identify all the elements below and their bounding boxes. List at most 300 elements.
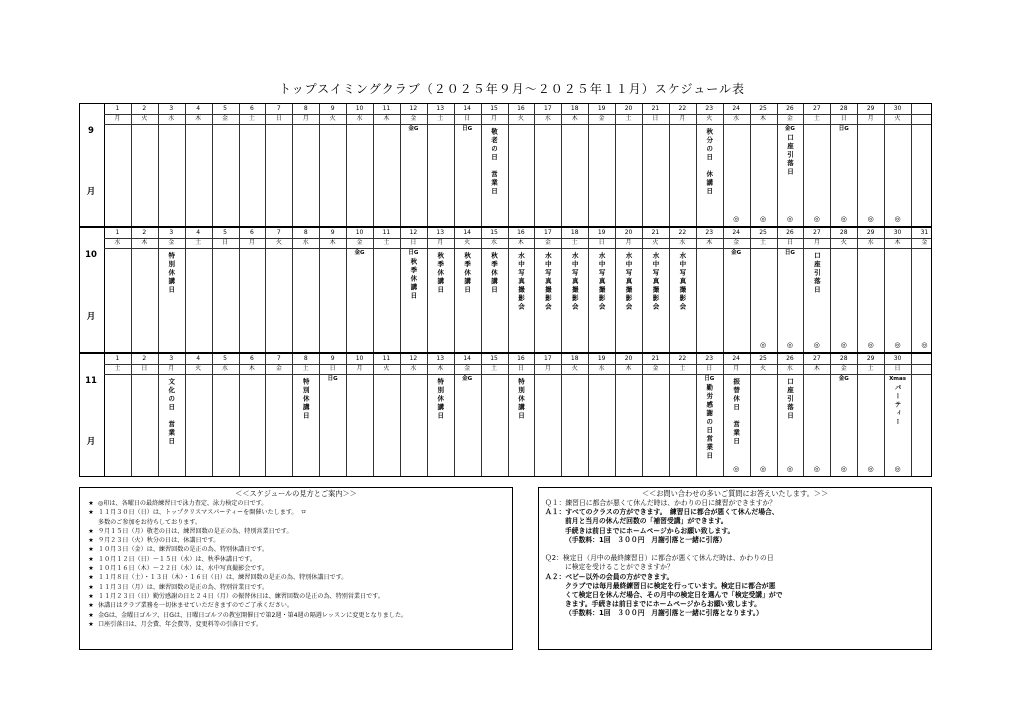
day-of-week: 木 — [813, 365, 820, 372]
event-label: 文化の日 営業日 — [167, 378, 176, 446]
day-number: 5 — [223, 355, 227, 362]
assessment-mark: ◎ — [813, 465, 820, 473]
month-suffix: 月 — [86, 311, 96, 322]
day-number: 9 — [330, 355, 335, 362]
day-of-week: 火 — [464, 239, 471, 246]
day-of-week: 金 — [652, 365, 659, 372]
guide-text: １１月２３日（日）勤労感謝の日と２４日（月）の振替休日は、練習回数の是正の為、特別営業日です。 — [98, 592, 384, 600]
column-rule — [911, 104, 912, 226]
header-rule — [104, 248, 931, 249]
day-of-week: 月 — [114, 115, 121, 122]
day-of-week: 火 — [517, 115, 524, 122]
day-number: 19 — [597, 355, 606, 362]
month-label — [80, 354, 105, 476]
day-of-week: 水 — [222, 365, 229, 372]
event-label: 口座引落日 — [812, 252, 821, 295]
day-of-week: 月 — [248, 239, 255, 246]
event-label: 秋季休講日 — [490, 252, 499, 295]
assessment-mark: ◎ — [867, 215, 874, 223]
day-number: 16 — [517, 355, 525, 362]
month-september — [79, 103, 932, 227]
assessment-mark: ◎ — [840, 215, 847, 223]
day-of-week: 木 — [248, 365, 255, 372]
event-label: 勤労感謝の日営業日 — [705, 384, 714, 461]
event-label: 特別休講日 — [167, 252, 176, 295]
event-tag: 日G — [462, 126, 473, 132]
day-number: 16 — [517, 229, 525, 236]
day-number: 21 — [651, 229, 660, 236]
event-label: 水中写真撮影会 — [624, 252, 633, 312]
day-of-week: 日 — [517, 365, 524, 372]
day-number: 22 — [678, 355, 687, 362]
day-of-week: 日 — [706, 365, 713, 372]
star-bullet: ★ — [88, 500, 94, 507]
day-of-week: 水 — [786, 365, 793, 372]
day-of-week: 火 — [141, 115, 148, 122]
day-of-week: 月 — [544, 365, 551, 372]
event-tag: 金G — [408, 126, 419, 132]
day-number: 17 — [544, 229, 552, 236]
day-number: 9 — [330, 229, 335, 236]
faq-line: に検定を受けることができますか？ — [565, 563, 674, 572]
event-tag: 金G — [838, 376, 849, 382]
day-number: 24 — [732, 355, 740, 362]
faq-line: きます。手続きは前日までにホームページからお願い致します。 — [565, 600, 761, 609]
day-number: 26 — [786, 229, 794, 236]
day-number: 20 — [624, 355, 633, 362]
day-number: 3 — [169, 229, 174, 236]
guide-item — [84, 555, 508, 564]
day-of-week: 火 — [840, 239, 847, 246]
guide-item — [84, 499, 508, 508]
guide-item — [84, 545, 508, 554]
assessment-mark: ◎ — [867, 341, 874, 349]
faq-box — [538, 487, 932, 650]
day-number: 30 — [893, 105, 902, 112]
day-number: 13 — [436, 105, 445, 112]
assessment-mark: ◎ — [786, 465, 793, 473]
star-bullet: ★ — [88, 537, 94, 545]
day-of-week: 土 — [760, 239, 767, 246]
event-label: 水中写真撮影会 — [570, 252, 579, 312]
guide-text: １１月３０日（日）は、トップクリスマスパーティーを開催いたします。 ロ — [98, 509, 307, 517]
star-bullet: ★ — [88, 583, 94, 591]
event-tag: 日G — [784, 250, 795, 256]
event-tag: 金G — [354, 250, 365, 256]
day-number: 4 — [196, 105, 201, 112]
month-suffix: 月 — [86, 186, 96, 197]
assessment-mark: ◎ — [867, 465, 874, 473]
day-number: 8 — [303, 105, 308, 112]
assessment-mark: ◎ — [759, 215, 767, 223]
event-tag: 日G — [408, 250, 419, 256]
header-rule — [104, 374, 931, 375]
assessment-mark: ◎ — [733, 465, 740, 473]
day-number: 22 — [678, 229, 687, 236]
month-number: 11 — [85, 376, 97, 386]
event-label: 水中写真撮影会 — [543, 252, 552, 312]
day-number: 17 — [544, 355, 552, 362]
day-number: 25 — [759, 229, 767, 236]
guide-text: 休講日はクラブ業務を一切休ませていただきますのでご了承ください。 — [98, 602, 293, 610]
month-suffix: 月 — [86, 436, 96, 447]
day-of-week: 土 — [625, 115, 632, 122]
event-label: 特別休講日 — [516, 378, 525, 421]
event-label: 秋季休講日 — [409, 258, 418, 301]
guide-item — [84, 536, 508, 545]
day-number: 19 — [597, 105, 606, 112]
day-of-week: 日 — [222, 239, 229, 246]
day-of-week: 木 — [141, 239, 148, 246]
guide-text: １０月１６日（木）～２２日（水）は、水中写真撮影会です。 — [98, 565, 269, 573]
assessment-mark: ◎ — [786, 341, 793, 349]
day-number: 11 — [382, 105, 391, 112]
day-of-week: 土 — [195, 239, 202, 246]
day-of-week: 月 — [679, 115, 686, 122]
guide-text: １１月３日（月）は、練習回数の是正の為、特別営業日です。 — [98, 583, 269, 591]
faq-line: Ａ２：ベビー以外の会員の方ができます。 — [545, 572, 674, 581]
day-of-week: 土 — [491, 365, 498, 372]
assessment-mark: ◎ — [921, 341, 928, 349]
assessment-mark: ◎ — [840, 341, 847, 349]
day-number: 25 — [759, 105, 767, 112]
guide-item — [84, 527, 508, 536]
day-number: 28 — [839, 105, 848, 112]
day-of-week: 金 — [786, 115, 793, 122]
event-label: 特別休講日 — [301, 378, 310, 421]
event-label: 敬老の日 営業日 — [490, 128, 499, 196]
star-bullet: ★ — [88, 509, 94, 517]
page-title: トップスイミングクラブ（２０２５年９月～２０２５年１１月）スケジュール表 — [279, 82, 745, 96]
day-number: 17 — [544, 105, 552, 112]
guide-item — [84, 508, 508, 517]
guide-item — [84, 564, 508, 573]
event-tag: 金G — [784, 126, 795, 132]
guide-text: 金Gは、金曜日ゴルフ、日Gは、日曜日ゴルフの教室開催日で第2週・第4週の隔週レッスンに変更となりました。 — [98, 611, 408, 619]
day-of-week: 土 — [571, 239, 578, 246]
day-number: 22 — [678, 105, 687, 112]
day-of-week: 水 — [544, 115, 551, 122]
day-number: 4 — [196, 355, 201, 362]
day-of-week: 金 — [275, 365, 282, 372]
guide-text: ◎印は、各曜日の最終練習日で泳力査定、泳力検定の日です。 — [98, 500, 268, 507]
month-label — [80, 228, 105, 352]
day-of-week: 水 — [733, 115, 740, 122]
day-of-week: 月 — [437, 239, 444, 246]
guide-text: ９月２３日（火）秋分の日は、休講日です。 — [98, 537, 220, 545]
day-of-week: 日 — [894, 365, 901, 372]
day-of-week: 日 — [141, 365, 148, 372]
day-of-week: 木 — [894, 239, 901, 246]
assessment-mark: ◎ — [813, 341, 820, 349]
day-of-week: 水 — [598, 365, 605, 372]
assessment-mark: ◎ — [786, 215, 793, 223]
day-number: 26 — [786, 105, 794, 112]
day-number: 1 — [115, 229, 120, 236]
day-of-week: 日 — [652, 115, 659, 122]
day-of-week: 日 — [329, 365, 336, 372]
day-of-week: 金 — [598, 115, 605, 122]
event-label: 水中写真撮影会 — [597, 252, 606, 312]
day-of-week: 火 — [195, 365, 202, 372]
day-of-week: 月 — [356, 365, 363, 372]
day-of-week: 木 — [383, 115, 390, 122]
day-of-week: 木 — [706, 239, 713, 246]
guide-item — [84, 592, 508, 601]
day-number: 23 — [705, 229, 714, 236]
star-bullet: ★ — [88, 546, 94, 554]
day-number: 20 — [624, 229, 633, 236]
faq-line: Ｑ2：検定日（月中の最終練習日）に都合が悪くて休んだ時は、かわりの日 — [545, 554, 774, 563]
day-of-week: 土 — [383, 239, 390, 246]
day-of-week: 日 — [840, 115, 847, 122]
day-of-week: 土 — [437, 115, 444, 122]
day-number: 29 — [866, 355, 875, 362]
day-number: 2 — [142, 355, 147, 362]
guide-text: 多数のご参加をお待ちしております。 — [98, 518, 202, 526]
day-number: 18 — [570, 229, 579, 236]
day-of-week: 火 — [383, 365, 390, 372]
guide-item — [84, 620, 508, 629]
event-label: 振替休日 営業日 — [732, 378, 741, 446]
month-number: 9 — [88, 126, 94, 136]
day-of-week: 水 — [114, 239, 121, 246]
day-of-week: 土 — [679, 365, 686, 372]
day-number: 30 — [893, 355, 902, 362]
day-of-week: 金 — [356, 239, 363, 246]
faq-line: Ａ１：すべてのクラスの方ができます。 練習日に都合が悪くて休んだ場合、 — [545, 508, 779, 517]
day-of-week: 木 — [195, 115, 202, 122]
faq-line: くて検定日を休んだ場合、その月中の検定日を選んで「検定受講」がで — [565, 591, 783, 600]
day-number: 27 — [813, 105, 821, 112]
star-bullet: ★ — [88, 574, 94, 582]
event-label: 水中写真撮影会 — [651, 252, 660, 312]
day-number: 6 — [250, 229, 254, 236]
guide-item — [84, 583, 508, 592]
day-number: 10 — [355, 355, 364, 362]
event-label: 特別休講日 — [436, 378, 445, 421]
day-number: 18 — [570, 105, 579, 112]
day-number: 21 — [651, 105, 660, 112]
event-tag: 日G — [838, 126, 849, 132]
day-of-week: 月 — [491, 115, 498, 122]
guide-text: 口座引落日は、月会費、年会費等、変更料等の引落日です。 — [98, 620, 263, 628]
day-of-week: 金 — [733, 239, 740, 246]
day-number: 11 — [382, 355, 391, 362]
day-of-week: 水 — [168, 115, 175, 122]
day-of-week: 土 — [813, 115, 820, 122]
day-of-week: 木 — [760, 115, 767, 122]
day-of-week: 水 — [491, 239, 498, 246]
day-number: 2 — [142, 105, 147, 112]
day-of-week: 土 — [302, 365, 309, 372]
day-of-week: 月 — [813, 239, 820, 246]
month-number: 10 — [85, 250, 97, 260]
event-tag: 日G — [327, 376, 338, 382]
star-bullet: ★ — [88, 602, 94, 610]
day-of-week: 土 — [248, 115, 255, 122]
star-bullet: ★ — [88, 555, 94, 563]
day-number: 14 — [463, 105, 471, 112]
day-number: 23 — [705, 355, 714, 362]
star-bullet: ★ — [88, 620, 94, 628]
day-of-week: 木 — [517, 239, 524, 246]
day-number: 12 — [409, 229, 418, 236]
event-label: 口座引落日 — [785, 378, 794, 421]
day-of-week: 月 — [867, 115, 874, 122]
day-of-week: 金 — [168, 239, 175, 246]
event-label: 水中写真撮影会 — [516, 252, 525, 312]
day-number: 15 — [490, 355, 498, 362]
day-of-week: 火 — [275, 239, 282, 246]
day-of-week: 火 — [894, 115, 901, 122]
event-label: パーティー — [893, 384, 902, 427]
guide-item — [84, 611, 508, 620]
day-number: 11 — [382, 229, 391, 236]
day-number: 1 — [115, 355, 120, 362]
day-number: 7 — [276, 229, 281, 236]
faq-line: 手続きは前日までにホームページからお願い致します。 — [565, 526, 735, 535]
day-of-week: 火 — [760, 365, 767, 372]
day-number: 27 — [813, 355, 821, 362]
day-number: 25 — [759, 355, 767, 362]
event-label: 秋季休講日 — [463, 252, 472, 295]
event-label: 口座引落日 — [785, 134, 794, 177]
day-of-week: 日 — [598, 239, 605, 246]
faq-line: クラブでは毎月最終練習日に検定を行っています。検定日に都合が悪 — [565, 581, 776, 590]
day-number: 3 — [169, 105, 174, 112]
guide-text: ９月１５日（月）敬老の日は、練習回数の是正の為、特別営業日です。 — [98, 527, 293, 535]
assessment-mark: ◎ — [894, 341, 901, 349]
day-of-week: 水 — [867, 239, 874, 246]
guide-text: １０月３日（金）は、練習回数の是正の為、特別休講日です。 — [98, 546, 269, 554]
day-number: 15 — [490, 105, 498, 112]
star-bullet: ★ — [88, 565, 94, 573]
day-of-week: 日 — [410, 239, 417, 246]
day-number: 7 — [276, 105, 281, 112]
star-bullet: ★ — [88, 611, 94, 619]
day-number: 6 — [250, 355, 254, 362]
assessment-mark: ◎ — [813, 215, 820, 223]
day-of-week: 金 — [222, 115, 229, 122]
day-number: 1 — [115, 105, 120, 112]
star-bullet: ★ — [88, 592, 94, 600]
month-label — [80, 104, 105, 226]
day-number: 30 — [893, 229, 902, 236]
day-number: 8 — [303, 355, 308, 362]
day-number: 15 — [490, 229, 498, 236]
event-tag: Xmas — [889, 376, 907, 382]
day-number: 21 — [651, 355, 660, 362]
day-number: 12 — [409, 355, 418, 362]
day-number: 5 — [223, 105, 227, 112]
day-number: 10 — [355, 105, 364, 112]
header-rule — [104, 124, 931, 125]
faq-line: Ｑ１：練習日に都合が悪くて休んだ時は、かわりの日に練習ができますか？ — [545, 499, 777, 507]
day-number: 14 — [463, 229, 471, 236]
day-of-week: 土 — [867, 365, 874, 372]
schedule-guide-box — [79, 487, 513, 650]
day-number: 4 — [196, 229, 201, 236]
assessment-mark: ◎ — [733, 215, 740, 223]
assessment-mark: ◎ — [894, 465, 901, 473]
day-number: 31 — [920, 229, 929, 236]
day-number: 24 — [732, 105, 740, 112]
day-of-week: 月 — [168, 365, 175, 372]
guide-text: １０月１２日（日）～１５日（水）は、秋季休講日です。 — [98, 555, 256, 563]
event-tag: 金G — [462, 376, 473, 382]
day-number: 19 — [597, 229, 606, 236]
day-of-week: 水 — [410, 365, 417, 372]
day-of-week: 日 — [786, 239, 793, 246]
day-of-week: 金 — [410, 115, 417, 122]
day-number: 9 — [330, 105, 335, 112]
star-bullet: ★ — [88, 527, 94, 535]
day-number: 29 — [866, 229, 875, 236]
guide-item — [84, 518, 508, 527]
day-number: 5 — [223, 229, 227, 236]
day-number: 13 — [436, 229, 445, 236]
day-number: 6 — [250, 105, 254, 112]
day-of-week: 日 — [275, 115, 282, 122]
day-number: 29 — [866, 105, 875, 112]
faq-line — [545, 545, 925, 554]
day-of-week: 水 — [302, 239, 309, 246]
day-number: 24 — [732, 229, 740, 236]
event-tag: 日G — [704, 376, 715, 382]
day-number: 3 — [169, 355, 174, 362]
month-november — [79, 353, 932, 477]
day-number: 23 — [705, 105, 714, 112]
day-of-week: 金 — [840, 365, 847, 372]
day-of-week: 水 — [679, 239, 686, 246]
day-of-week: 金 — [544, 239, 551, 246]
day-number: 12 — [409, 105, 418, 112]
faq-line: （手数料：1回 ３００円 月謝引落と一緒に引落となります。） — [565, 609, 763, 618]
day-number: 28 — [839, 229, 848, 236]
month-october — [79, 227, 932, 353]
day-number: 26 — [786, 355, 794, 362]
event-label: 水中写真撮影会 — [678, 252, 687, 312]
guide-item — [84, 573, 508, 582]
assessment-mark: ◎ — [759, 465, 767, 473]
guide-item — [84, 601, 508, 610]
day-of-week: 木 — [329, 239, 336, 246]
day-of-week: 木 — [571, 115, 578, 122]
day-of-week: 日 — [464, 115, 471, 122]
event-label: 秋分の日 休講日 — [705, 128, 714, 196]
day-of-week: 火 — [571, 365, 578, 372]
day-number: 10 — [355, 229, 364, 236]
day-of-week: 水 — [356, 115, 363, 122]
guide-list — [84, 499, 508, 629]
day-of-week: 月 — [733, 365, 740, 372]
day-of-week: 火 — [706, 115, 713, 122]
event-tag: 金G — [731, 250, 742, 256]
day-number: 27 — [813, 229, 821, 236]
guide-title: ＜＜スケジュールの見方とご案内＞＞ — [235, 489, 357, 498]
day-number: 7 — [276, 355, 281, 362]
day-of-week: 土 — [114, 365, 121, 372]
faq-title: ＜＜お問い合わせの多いご質問にお答えいたします。＞＞ — [641, 489, 829, 498]
day-number: 18 — [570, 355, 579, 362]
faq-line: （手数料：1回 ３００円 月謝引落と一緒に引落） — [565, 535, 727, 544]
day-of-week: 火 — [329, 115, 336, 122]
day-number: 28 — [839, 355, 848, 362]
column-rule — [911, 354, 912, 476]
day-of-week: 金 — [464, 365, 471, 372]
day-number: 13 — [436, 355, 445, 362]
